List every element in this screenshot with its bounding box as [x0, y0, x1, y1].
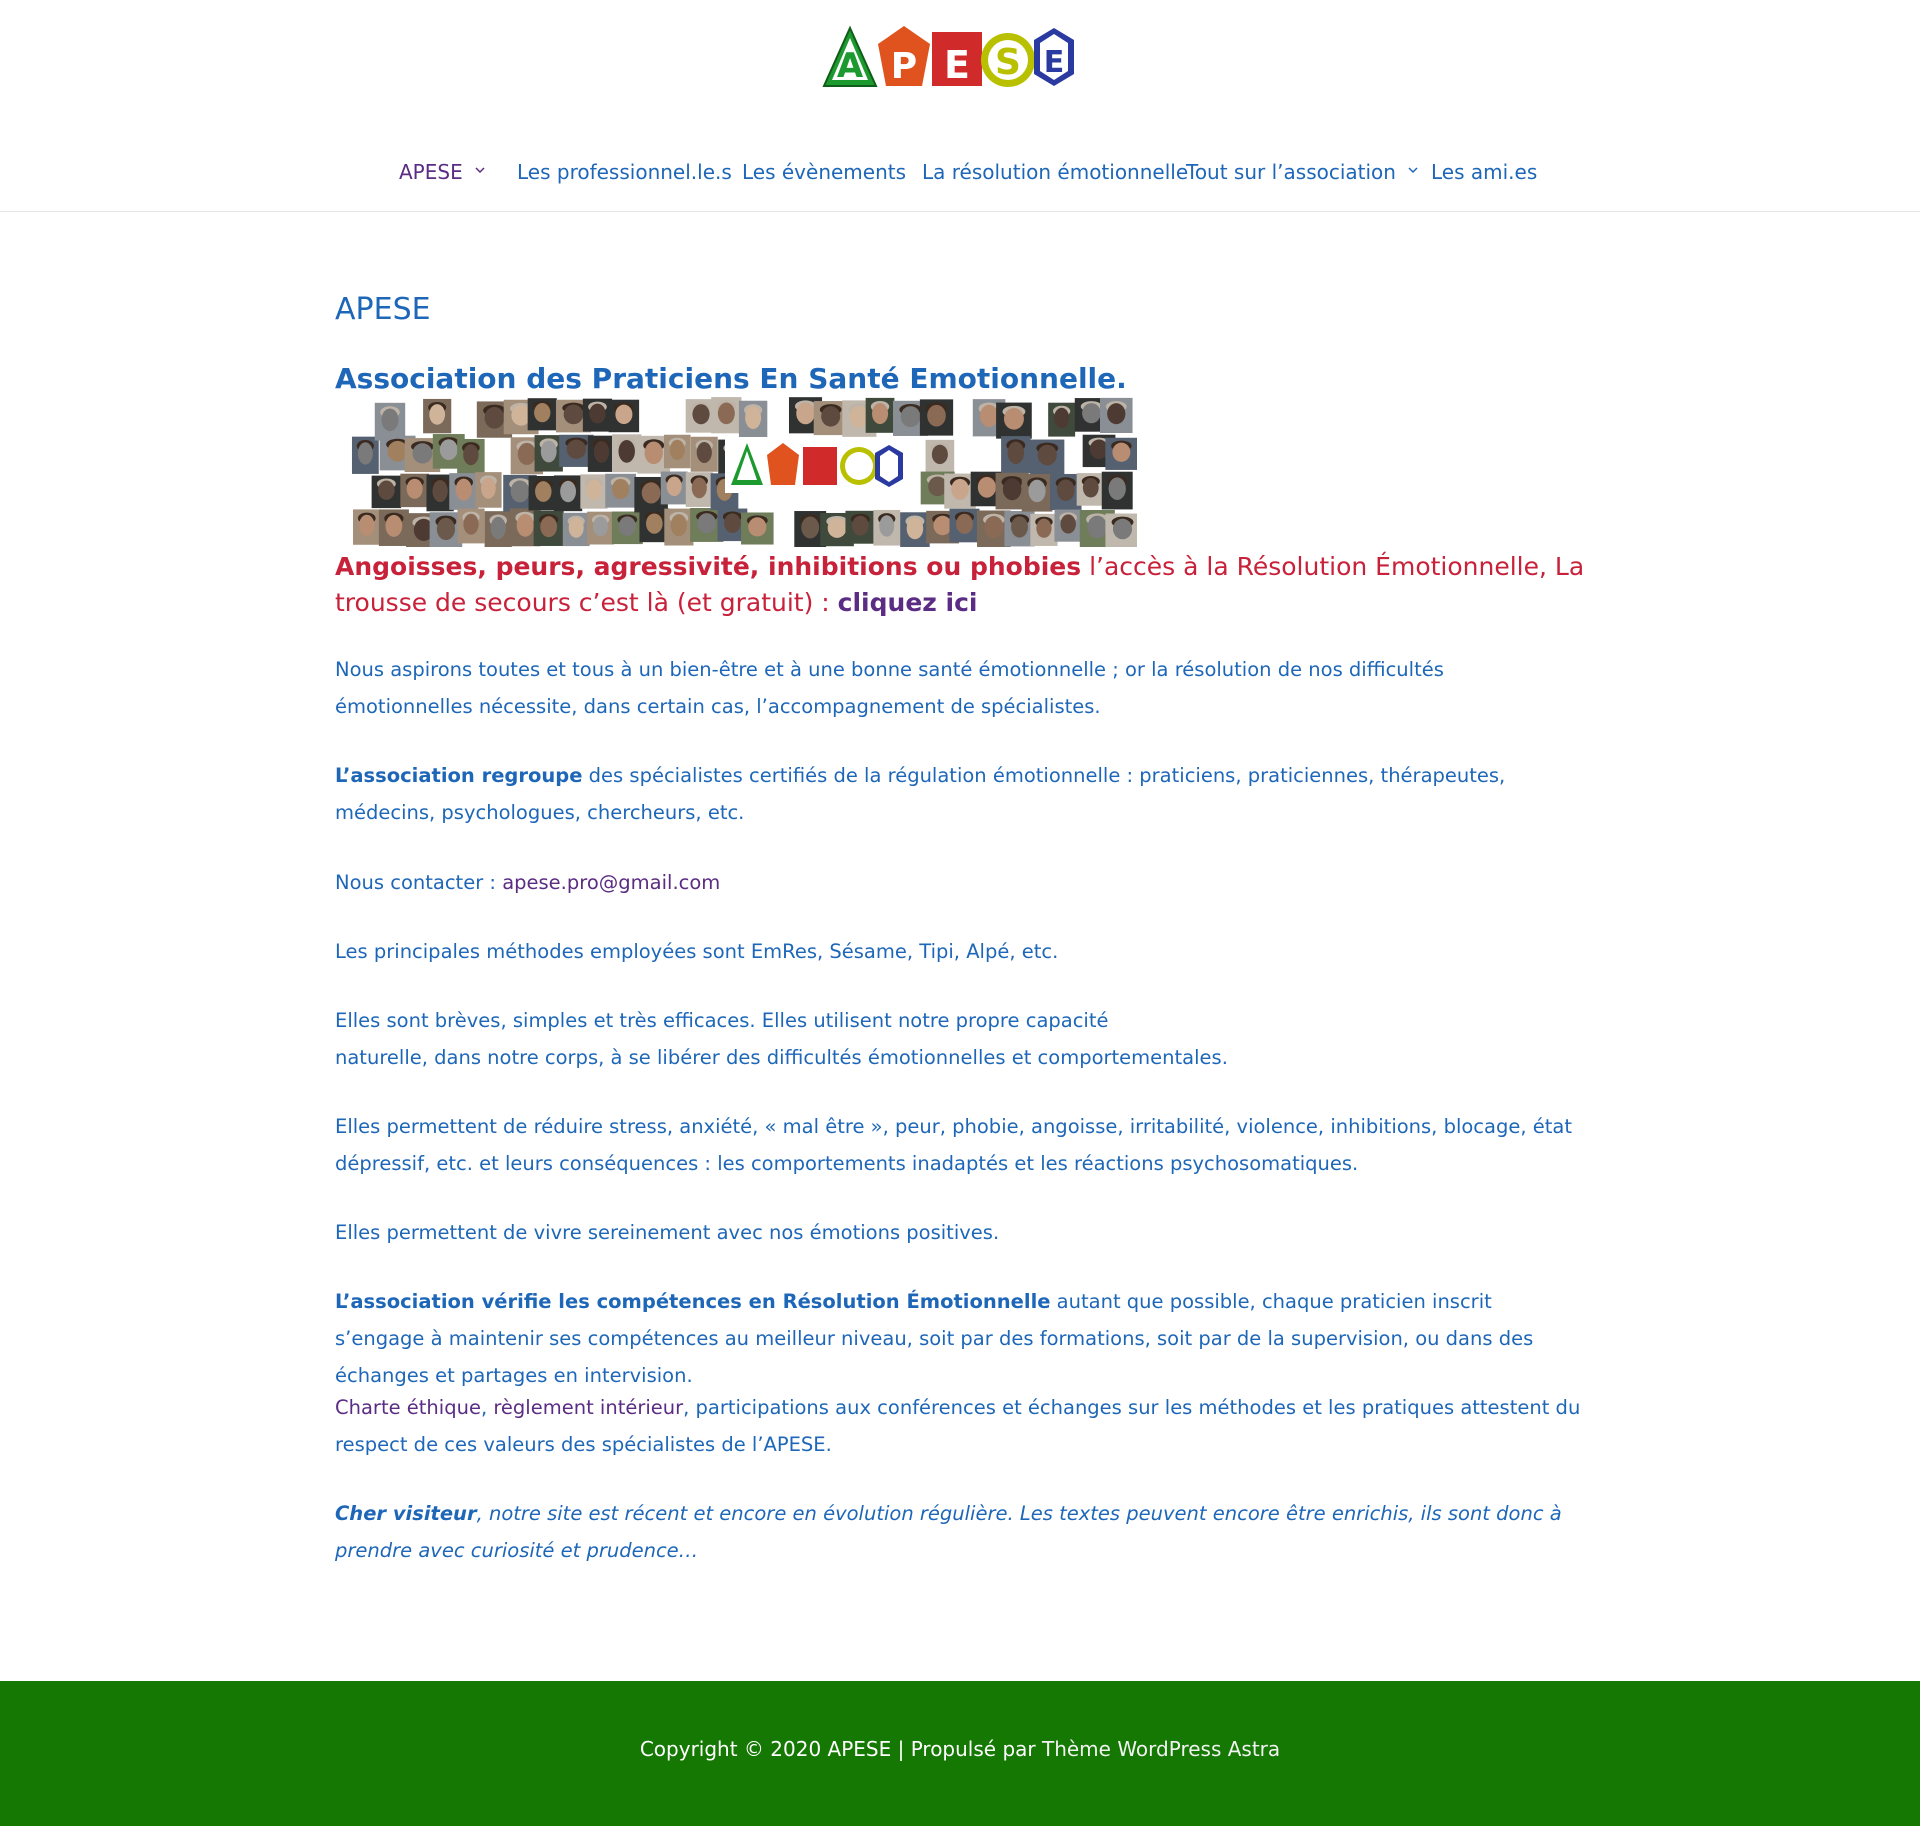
collage-portrait — [920, 399, 953, 435]
collage-portrait — [449, 473, 478, 510]
collage-portrait — [563, 513, 590, 546]
nav-item-label: La résolution émotionnelle — [922, 160, 1189, 184]
nav-item-amis[interactable] — [1431, 160, 1537, 184]
collage-portrait — [528, 398, 557, 430]
collage-portrait — [612, 512, 643, 545]
cliquez-ici-link[interactable]: cliquez ici — [837, 588, 978, 617]
paragraph-verifie-competences — [335, 1283, 1585, 1394]
paragraph-line: Elles sont brèves, simples et très efficaces. Elles utilisent notre propre capacité — [335, 1009, 1109, 1032]
collage-portrait — [1054, 510, 1081, 542]
collage-portrait — [741, 512, 774, 544]
nav-item-apese[interactable] — [399, 160, 485, 184]
nav-item-label: Les ami.es — [1431, 160, 1538, 184]
contact-email-link[interactable]: apese.pro@gmail.com — [502, 871, 721, 894]
collage-portrait — [686, 472, 713, 507]
collage-portrait — [534, 511, 564, 546]
paragraph-aspirations: Nous aspirons toutes et tous à un bien-être et à une bonne santé émotionnelle ; or la résolution de nos difficultés émotionnelles nécessite, dans certain cas, l’accompagnement de spécialistes. — [335, 658, 1444, 718]
nav-item-resolution-emotionnelle[interactable] — [922, 160, 1188, 184]
paragraph-text: , participations aux conférences et échanges sur les méthodes et les pratiques attestent du respect de ces valeurs des spécialistes de l’APESE. — [335, 1396, 1581, 1456]
intro-text: l’accès à la Résolution Émotionnelle, La trousse de secours c’est là (et gratuit) : — [335, 552, 1585, 617]
paragraph-contact — [335, 864, 1585, 901]
collage-portrait — [996, 403, 1032, 439]
collage-portrait — [1022, 474, 1053, 512]
intro-callout — [335, 549, 1585, 621]
collage-portrait — [583, 399, 612, 432]
collage-portrait — [379, 509, 409, 546]
collage-portrait — [926, 440, 955, 472]
collage-portrait — [873, 510, 900, 546]
nav-item-label: APESE — [399, 160, 463, 184]
paragraph-line: naturelle, dans notre corps, à se libérer des difficultés émotionnelles et comportementales. — [335, 1046, 1228, 1069]
paragraph-methodes: Les principales méthodes employées sont EmRes, Sésame, Tipi, Alpé, etc. — [335, 940, 1059, 963]
collage-portrait — [1030, 514, 1057, 546]
astra-theme-link[interactable]: Thème WordPress Astra — [1041, 1737, 1281, 1761]
collage-portrait — [949, 509, 979, 543]
collage-portrait — [535, 435, 563, 471]
paragraph-text: des spécialistes certifiés de la régulation émotionnelle : praticiens, praticiennes, thérapeutes, médecins, psychologues, chercheurs, etc. — [335, 764, 1506, 824]
intro-bold: Angoisses, peurs, agressivité, inhibitions ou phobies — [335, 552, 1082, 581]
main-navigation — [0, 150, 1920, 198]
collage-portrait — [587, 512, 614, 545]
collage-portrait — [1030, 440, 1064, 475]
separator: , — [480, 1396, 494, 1419]
collage-portrait — [352, 437, 379, 474]
collage-portrait — [1102, 472, 1133, 510]
svg-text:S: S — [995, 42, 1021, 83]
collage-logo — [725, 437, 905, 493]
collage-portrait — [1100, 398, 1133, 433]
site-header — [0, 0, 1920, 212]
collage-portrait — [845, 511, 875, 544]
nav-item-association[interactable] — [1186, 160, 1418, 184]
collage-portrait — [375, 403, 405, 441]
collage-portrait — [605, 474, 636, 508]
svg-text:A: A — [836, 46, 864, 86]
collage-portrait — [866, 398, 895, 433]
collage-portrait — [485, 511, 512, 547]
svg-text:E: E — [1043, 45, 1065, 80]
chevron-down-icon — [1408, 165, 1418, 175]
paragraph-charte — [335, 1389, 1585, 1463]
paragraph-bold: L’association vérifie les compétences en Résolution Émotionnelle — [335, 1290, 1051, 1313]
nav-item-label: Les professionnel.le.s — [517, 160, 732, 184]
collage-portrait — [554, 475, 582, 511]
collage-portrait — [739, 401, 767, 439]
collage-portrait — [1105, 438, 1137, 470]
collage-portrait — [372, 476, 402, 508]
paragraph-efficaces — [335, 1002, 1585, 1076]
page-subtitle: Association des Praticiens En Santé Emotionnelle. — [335, 362, 1127, 395]
collage-portrait — [423, 399, 451, 433]
svg-text:E: E — [944, 43, 970, 87]
photo-collage-image — [345, 397, 1137, 547]
paragraph-association-regroupe — [335, 757, 1585, 831]
paragraph-text: autant que possible, chaque praticien inscrit s’engage à maintenir ses compétences au meilleur niveau, soit par des formations, soit par de la supervision, ou dans des échanges et partages en intervision. — [335, 1290, 1534, 1387]
reglement-interieur-link[interactable]: règlement intérieur — [493, 1396, 684, 1419]
collage-portrait — [1048, 403, 1075, 437]
copyright-text: Copyright © 2020 APESE | Propulsé par — [639, 1737, 1042, 1761]
collage-portrait — [691, 437, 718, 472]
collage-portrait — [900, 512, 930, 547]
collage-portrait — [1001, 436, 1030, 473]
collage-portrait — [661, 472, 688, 505]
members-photo-collage — [345, 397, 1137, 547]
collage-portrait — [711, 397, 741, 433]
collage-portrait — [612, 434, 641, 472]
paragraph-bold: L’association regroupe — [335, 764, 583, 787]
collage-portrait — [1077, 473, 1105, 506]
collage-portrait — [353, 509, 381, 544]
site-footer — [0, 1681, 1920, 1826]
collage-portrait — [457, 509, 484, 544]
collage-portrait — [588, 436, 615, 472]
collage-portrait — [664, 435, 691, 469]
collage-portrait — [664, 509, 693, 546]
paragraph-reduire-stress: Elles permettent de réduire stress, anxiété, « mal être », peur, phobie, angoisse, irritabilité, violence, inhibitions, blocage, état dépressif, etc. et leurs conséquences : les comportements inadaptés et les réactions psychosomatiques. — [335, 1115, 1572, 1175]
collage-portrait — [609, 400, 639, 433]
site-logo[interactable] — [822, 22, 1076, 94]
paragraph-vivre-sereinement: Elles permettent de vivre sereinement avec nos émotions positives. — [335, 1221, 1000, 1244]
charte-ethique-link[interactable]: Charte éthique — [335, 1396, 481, 1419]
chevron-down-icon — [475, 165, 485, 175]
apese-logo-icon — [822, 22, 1076, 94]
page-title: APESE — [335, 292, 431, 327]
collage-portrait — [400, 474, 429, 507]
nav-item-label: Tout sur l’association — [1186, 160, 1396, 184]
nav-item-label: Les évènements — [742, 160, 907, 184]
collage-portrait — [430, 512, 463, 547]
svg-text:P: P — [890, 46, 918, 87]
paragraph-text: , notre site est récent et encore en évolution régulière. Les textes peuvent encore être enrichis, ils sont donc à prendre avec curiosité et prudence… — [335, 1502, 1562, 1562]
nav-item-evenements[interactable] — [742, 160, 906, 184]
collage-portrait — [1004, 511, 1034, 546]
collage-portrait — [529, 476, 558, 511]
collage-portrait — [457, 439, 484, 474]
paragraph-cher-visiteur — [335, 1495, 1585, 1569]
contact-label: Nous contacter : — [335, 871, 503, 894]
nav-item-professionnels[interactable] — [517, 160, 732, 184]
collage-portrait — [580, 474, 607, 508]
paragraph-bold: Cher visiteur — [335, 1502, 477, 1525]
collage-portrait — [475, 472, 501, 508]
collage-portrait — [1105, 514, 1137, 547]
footer-copyright — [0, 1737, 1920, 1761]
